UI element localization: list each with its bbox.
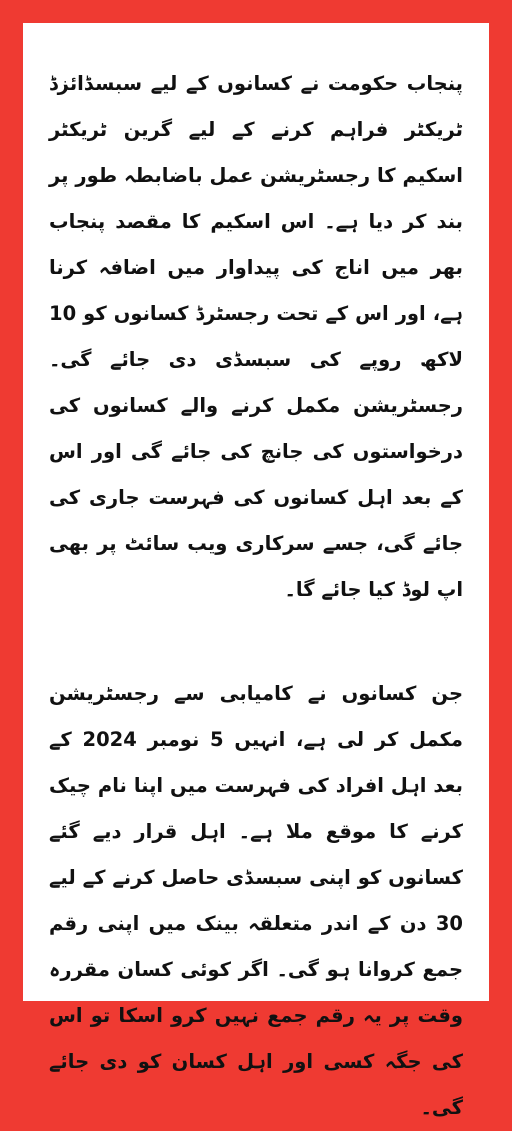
article-paragraph-2: جن کسانوں نے کامیابی سے رجسٹریشن مکمل کر لی ہے، انہیں 5 نومبر 2024 کے بعد اہل افراد کی فہرست میں اپنا نام چیک کرنے کا موقع ملا ہے۔ اہل قرار دیے گئے کسانوں کو اپنی سبسڈی حاصل کرنے کے لیے 30 دن کے اندر متعلقہ بینک میں اپنی رقم جمع کروانا ہو گی۔ اگر کوئی کسان مقررہ وقت پر یہ رقم جمع نہیں کرو اسکا تو اس کی جگہ کسی اور اہل کسان کو دی جائے گی۔ <box>49 682 463 1119</box>
article-card <box>23 23 489 1119</box>
article-paragraph-1: پنجاب حکومت نے کسانوں کے لیے سبسڈائزڈ ٹریکٹر فراہم کرنے کے لیے گرین ٹریکٹر اسکیم کا رجسٹریشن عمل باضابطہ طور پر بند کر دیا ہے۔ اس اسکیم کا مقصد پنجاب بھر میں اناج کی پیداوار میں اضافہ کرنا ہے، اور اس کے تحت رجسٹرڈ کسانوں کو 10 لاکھ روپے کی سبسڈی دی جائے گی۔ رجسٹریشن مکمل کرنے والے کسانوں کی درخواستوں کی جانچ کی جائے گی اور اس کے بعد اہل کسانوں کی فہرست جاری کی جائے گی، جسے سرکاری ویب سائٹ پر بھی اپ لوڈ کیا جائے گا۔ <box>49 72 463 601</box>
